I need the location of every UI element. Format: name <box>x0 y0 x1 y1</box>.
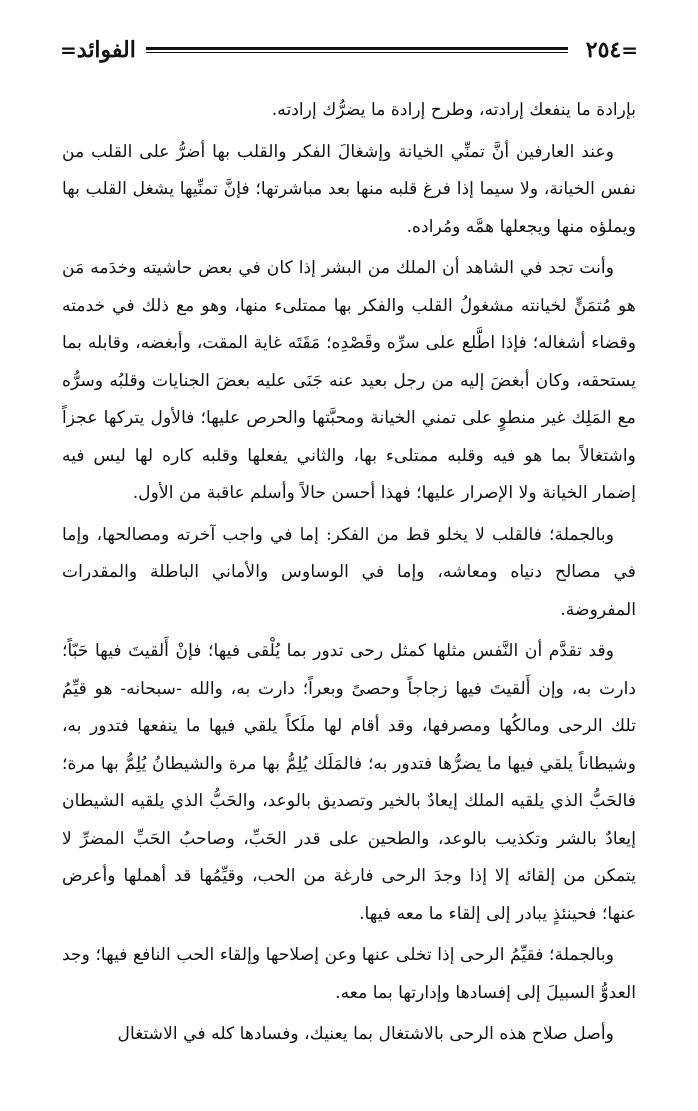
paragraph: وأصل صلاح هذه الرحى بالاشتغال بما يعنيك، وفسادها كله في الاشتغال <box>117 1024 614 1044</box>
paragraph: وعند العارفين أنَّ تمنِّي الخيانة وإشغالَ الفكر والقلب بها أضرُّ على القلب من نفس الخيانة، ولا سيما إذا فرغ قلبه منها بعد مباشرتها؛ فإنَّ تمنِّيها يشغل القلب بها ويملؤه منها ويجعلها همَّه ومُراده. <box>62 141 636 237</box>
header-rule <box>146 47 568 53</box>
paragraph: وأنت تجد في الشاهد أن الملك من البشر إذا كان في بعض حاشيته وخدَمه مَن هو مُتمَنٍّ لخيانته مشغولُ القلب والفكر بها ممتلىء منها، وهو مع ذلك في خدمته وقضاء أشغاله؛ فإذا اطَّلع على سرِّه وقَصْدِه؛ مَقَتَه غاية المقت، وأبغضه، وقابله بما يستحقه، وكان أبغضَ إليه من رجل بعيد عنه جَنَى عليه بعضَ الجنايات وقلبُه وسرُّه مع المَلِك غير منطوٍ على تمني الخيانة ومحبَّتها والحرص عليها؛ فالأول يتركها عجزاً واشتغالاً بما هو فيه وقلبه ممتلىء بها، والثاني يفعلها وقلبه كاره لها ليس فيه إضمار الخيانة ولا الإصرار عليها؛ فهذا أحسن حالاً وأسلم عاقبة من الأول. <box>62 258 636 503</box>
running-title: الفوائد <box>76 37 136 63</box>
header-dash-right: = <box>621 38 638 62</box>
paragraph: وبالجملة؛ فقيِّمُ الرحى إذا تخلى عنها وعن إصلاحها وإلقاء الحب النافع فيها؛ وجد العدوُّ السبيلَ إلى إفسادها وإدارتها بما معه. <box>62 945 636 1003</box>
paragraph: بإرادة ما ينفعك إرادته، وطرح إرادة ما يضرُّك إرادته. <box>271 100 636 120</box>
paragraph: وقد تقدَّم أن النَّفس مثلها كمثل رحى تدور بما يُلْقى فيها؛ فإنْ أَلقيتَ فيها حَبّاً؛ دارت به، وإن أَلقيتَ فيها زجاجاً وحصىً وبعراً؛ دارت به، والله -سبحانه- هو قيِّمُ تلك الرحى ومالكُها ومصرفها، وقد أقام لها ملَكاً يلقي فيها ما ينفعها فتدور به، وشيطاناً يلقي فيها ما يضرُّها فتدور به؛ فالمَلَك يُلِمُّ بها مرة والشيطانُ يُلِمُّ بها مرة؛ فالحَبُّ الذي يلقيه الملك إيعادٌ بالخير وتصديق بالوعد، والحَبُّ الذي يلقيه الشيطان إيعادٌ بالشر وتكذيب بالوعد، والطحين على قدر الحَبِّ، وصاحبُ الحَبِّ المضرِّ لا يتمكن من إلقائه إلا إذا وجدَ الرحى فارغة من الحب، وقيِّمُها قد أهملها وأعرض عنها؛ فحينئذٍ يبادر إلى إلقاء ما معه فيها. <box>62 641 636 924</box>
page-header <box>60 36 638 64</box>
body-text <box>62 92 636 1058</box>
page-number: ٢٥٤ <box>585 37 622 63</box>
paragraph: وبالجملة؛ فالقلب لا يخلو قط من الفكر: إما في واجب آخرته ومصالحها، وإما في مصالح دنياه ومعاشه، وإما في الوساوس والأماني الباطلة والمقدرات المفروضة. <box>62 524 636 620</box>
header-dash-left: = <box>60 38 77 62</box>
